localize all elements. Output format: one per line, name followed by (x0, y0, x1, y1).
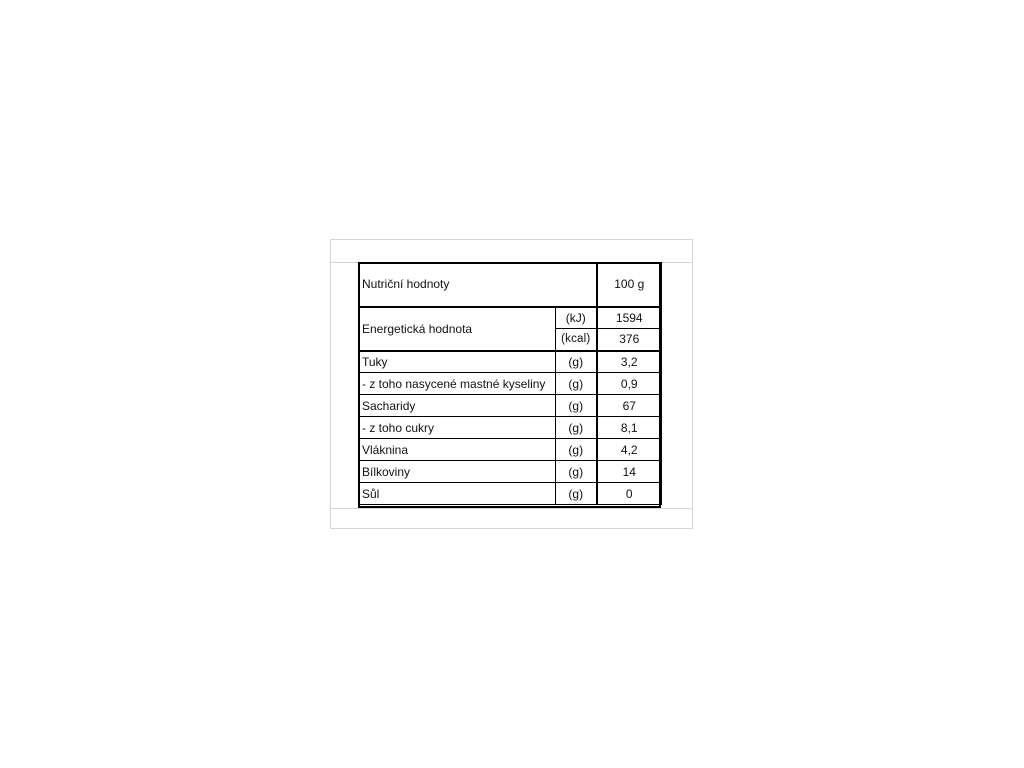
table-row (359, 373, 662, 395)
frame-gridline-bottom (330, 508, 693, 509)
row-value: 8,1 (597, 417, 662, 439)
energy-label: Energetická hodnota (359, 307, 556, 351)
row-unit: (g) (556, 373, 597, 395)
row-value: 3,2 (597, 351, 662, 373)
energy-kj-value: 1594 (597, 307, 662, 329)
table-row (359, 351, 662, 373)
table-row (359, 395, 662, 417)
row-value: 0 (597, 483, 662, 505)
header-value: 100 g (597, 263, 662, 307)
row-label: - z toho nasycené mastné kyseliny (359, 373, 556, 395)
header-row (359, 263, 662, 307)
row-label: Sacharidy (359, 395, 556, 417)
row-unit: (g) (556, 351, 597, 373)
row-unit: (g) (556, 461, 597, 483)
row-label: Bílkoviny (359, 461, 556, 483)
table-row (359, 417, 662, 439)
energy-kj-unit: (kJ) (556, 307, 597, 329)
row-value: 0,9 (597, 373, 662, 395)
row-unit: (g) (556, 395, 597, 417)
row-value: 14 (597, 461, 662, 483)
row-label: Vláknina (359, 439, 556, 461)
table-row (359, 439, 662, 461)
energy-kcal-unit: (kcal) (556, 329, 597, 351)
header-label: Nutriční hodnoty (359, 263, 597, 307)
row-unit: (g) (556, 417, 597, 439)
energy-row-kj (359, 307, 662, 329)
row-value: 67 (597, 395, 662, 417)
table-row (359, 483, 662, 505)
row-value: 4,2 (597, 439, 662, 461)
row-unit: (g) (556, 483, 597, 505)
row-label: Tuky (359, 351, 556, 373)
energy-kcal-value: 376 (597, 329, 662, 351)
row-label: - z toho cukry (359, 417, 556, 439)
table-row (359, 461, 662, 483)
row-label: Sůl (359, 483, 556, 505)
nutrition-table (358, 262, 662, 505)
row-unit: (g) (556, 439, 597, 461)
